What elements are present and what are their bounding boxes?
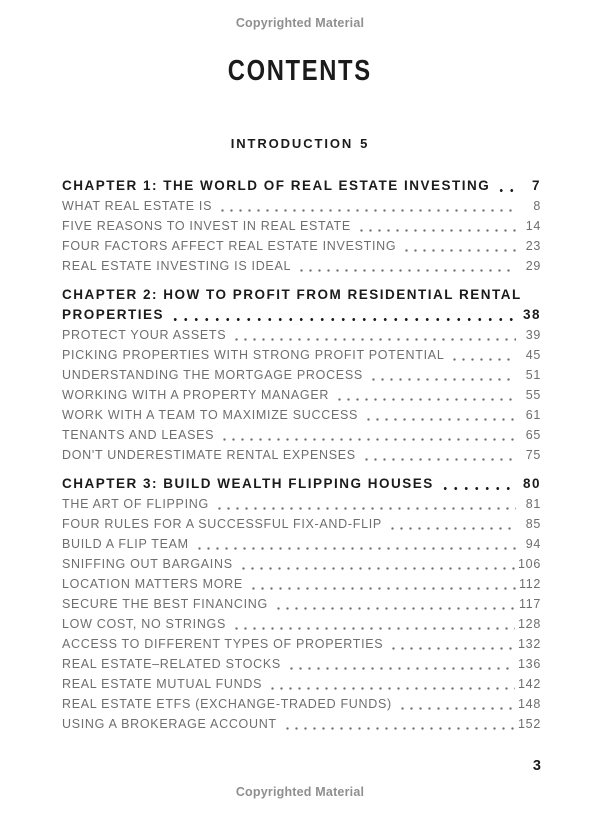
- entry-label: BUILD A FLIP TEAM: [62, 537, 189, 551]
- chapter-heading-text: CHAPTER 3: BUILD WEALTH FLIPPING HOUSES: [62, 476, 434, 491]
- entry-page-number: 112: [518, 577, 541, 591]
- chapter-heading-text: CHAPTER 2: HOW TO PROFIT FROM RESIDENTIAL RENTAL: [62, 287, 522, 302]
- entry-label: DON'T UNDERESTIMATE RENTAL EXPENSES: [62, 448, 356, 462]
- toc-entry: [62, 385, 541, 405]
- entry-label: REAL ESTATE MUTUAL FUNDS: [62, 677, 263, 691]
- entry-label: PROTECT YOUR ASSETS: [62, 328, 227, 342]
- dot-leader: [287, 667, 515, 670]
- dot-leader: [362, 458, 516, 461]
- toc-entry: [62, 654, 541, 674]
- chapter-heading-line: [62, 474, 541, 494]
- entry-label: FOUR RULES FOR A SUCCESSFUL FIX-AND-FLIP: [62, 517, 382, 531]
- toc-section: [62, 285, 541, 465]
- dot-leader: [220, 438, 516, 441]
- entry-label: FOUR FACTORS AFFECT REAL ESTATE INVESTING: [62, 239, 397, 253]
- entry-page-number: 142: [518, 677, 541, 691]
- dot-leader: [357, 229, 516, 232]
- entry-page-number: 45: [525, 348, 541, 362]
- introduction-label: INTRODUCTION: [230, 136, 354, 151]
- toc-entry: [62, 405, 541, 425]
- entry-label: REAL ESTATE–RELATED STOCKS: [62, 657, 281, 671]
- entry-page-number: 81: [525, 497, 541, 511]
- entry-label: PICKING PROPERTIES WITH STRONG PROFIT POTENTIAL: [62, 348, 445, 362]
- entry-page-number: 29: [525, 259, 541, 273]
- entry-label: TENANTS AND LEASES: [62, 428, 215, 442]
- dot-leader: [283, 727, 515, 730]
- toc-entry: [62, 345, 541, 365]
- toc-entry: [62, 216, 541, 236]
- entry-page-number: 61: [525, 408, 541, 422]
- chapter-page-number: 7: [531, 178, 541, 193]
- toc-entry: [62, 494, 541, 514]
- entry-page-number: 75: [525, 448, 541, 462]
- dot-leader: [170, 318, 516, 321]
- entry-page-number: 117: [518, 597, 541, 611]
- entry-page-number: 136: [518, 657, 541, 671]
- entry-label: LOW COST, NO STRINGS: [62, 617, 227, 631]
- entry-page-number: 132: [518, 637, 541, 651]
- toc-entry: [62, 714, 541, 734]
- chapter-heading-text: PROPERTIES: [62, 307, 165, 322]
- chapter-heading-line: [62, 285, 541, 305]
- entry-label: SECURE THE BEST FINANCING: [62, 597, 268, 611]
- dot-leader: [398, 707, 515, 710]
- dot-leader: [268, 687, 515, 690]
- entry-label: USING A BROKERAGE ACCOUNT: [62, 717, 277, 731]
- dot-leader: [249, 587, 516, 590]
- chapter-page-number: 38: [522, 307, 541, 322]
- entry-page-number: 94: [525, 537, 541, 551]
- folio-page-number: 3: [532, 758, 541, 774]
- chapter-heading-line: [62, 176, 541, 196]
- dot-leader: [335, 398, 516, 401]
- toc-entry: [62, 554, 541, 574]
- entry-label: ACCESS TO DIFFERENT TYPES OF PROPERTIES: [62, 637, 384, 651]
- entry-page-number: 106: [518, 557, 541, 571]
- dot-leader: [274, 607, 516, 610]
- dot-leader: [496, 189, 516, 192]
- dot-leader: [389, 647, 515, 650]
- dot-leader: [364, 418, 516, 421]
- entry-label: REAL ESTATE INVESTING IS IDEAL: [62, 259, 292, 273]
- entry-label: WORKING WITH A PROPERTY MANAGER: [62, 388, 330, 402]
- toc-entry: [62, 694, 541, 714]
- dot-leader: [402, 249, 516, 252]
- entry-label: SNIFFING OUT BARGAINS: [62, 557, 233, 571]
- dot-leader: [218, 209, 516, 212]
- dot-leader: [440, 487, 516, 490]
- dot-leader: [232, 338, 516, 341]
- entry-page-number: 55: [525, 388, 541, 402]
- toc-entry: [62, 614, 541, 634]
- copyright-banner-top: Copyrighted Material: [235, 16, 365, 30]
- entry-label: WORK WITH A TEAM TO MAXIMIZE SUCCESS: [62, 408, 359, 422]
- dot-leader: [388, 527, 516, 530]
- entry-page-number: 51: [525, 368, 541, 382]
- chapter-heading-text: CHAPTER 1: THE WORLD OF REAL ESTATE INVESTING: [62, 178, 491, 193]
- page-title-wrap: [0, 55, 600, 87]
- dot-leader: [232, 627, 515, 630]
- introduction-page-number: 5: [360, 136, 370, 151]
- entry-page-number: 85: [525, 517, 541, 531]
- toc-entry: [62, 634, 541, 654]
- toc-entry: [62, 196, 541, 216]
- entry-label: WHAT REAL ESTATE IS: [62, 199, 213, 213]
- entry-label: THE ART OF FLIPPING: [62, 497, 209, 511]
- entry-page-number: 23: [525, 239, 541, 253]
- entry-label: REAL ESTATE ETFS (EXCHANGE-TRADED FUNDS): [62, 697, 392, 711]
- toc-entry: [62, 325, 541, 345]
- entry-page-number: 8: [533, 199, 541, 213]
- toc-entry: [62, 594, 541, 614]
- entry-label: UNDERSTANDING THE MORTGAGE PROCESS: [62, 368, 363, 382]
- toc: [62, 176, 541, 734]
- toc-entry: [62, 236, 541, 256]
- entry-page-number: 152: [518, 717, 541, 731]
- dot-leader: [297, 269, 516, 272]
- toc-section: [62, 176, 541, 276]
- toc-entry: [62, 425, 541, 445]
- toc-section: [62, 474, 541, 734]
- toc-entry: [62, 256, 541, 276]
- dot-leader: [239, 567, 515, 570]
- chapter-page-number: 80: [522, 476, 541, 491]
- entry-page-number: 128: [518, 617, 541, 631]
- entry-page-number: 65: [525, 428, 541, 442]
- entry-page-number: 14: [525, 219, 541, 233]
- dot-leader: [369, 378, 516, 381]
- toc-entry: [62, 534, 541, 554]
- entry-page-number: 39: [525, 328, 541, 342]
- dot-leader: [450, 358, 516, 361]
- toc-entry: [62, 365, 541, 385]
- page-title: CONTENTS: [228, 55, 372, 87]
- entry-page-number: 148: [518, 697, 541, 711]
- toc-entry: [62, 445, 541, 465]
- entry-label: LOCATION MATTERS MORE: [62, 577, 243, 591]
- dot-leader: [195, 547, 516, 550]
- toc-entry: [62, 674, 541, 694]
- dot-leader: [215, 507, 516, 510]
- introduction-line: [0, 136, 600, 151]
- copyright-banner-bottom: Copyrighted Material: [235, 785, 365, 799]
- entry-label: FIVE REASONS TO INVEST IN REAL ESTATE: [62, 219, 351, 233]
- toc-entry: [62, 514, 541, 534]
- chapter-heading-line: [62, 305, 541, 325]
- toc-entry: [62, 574, 541, 594]
